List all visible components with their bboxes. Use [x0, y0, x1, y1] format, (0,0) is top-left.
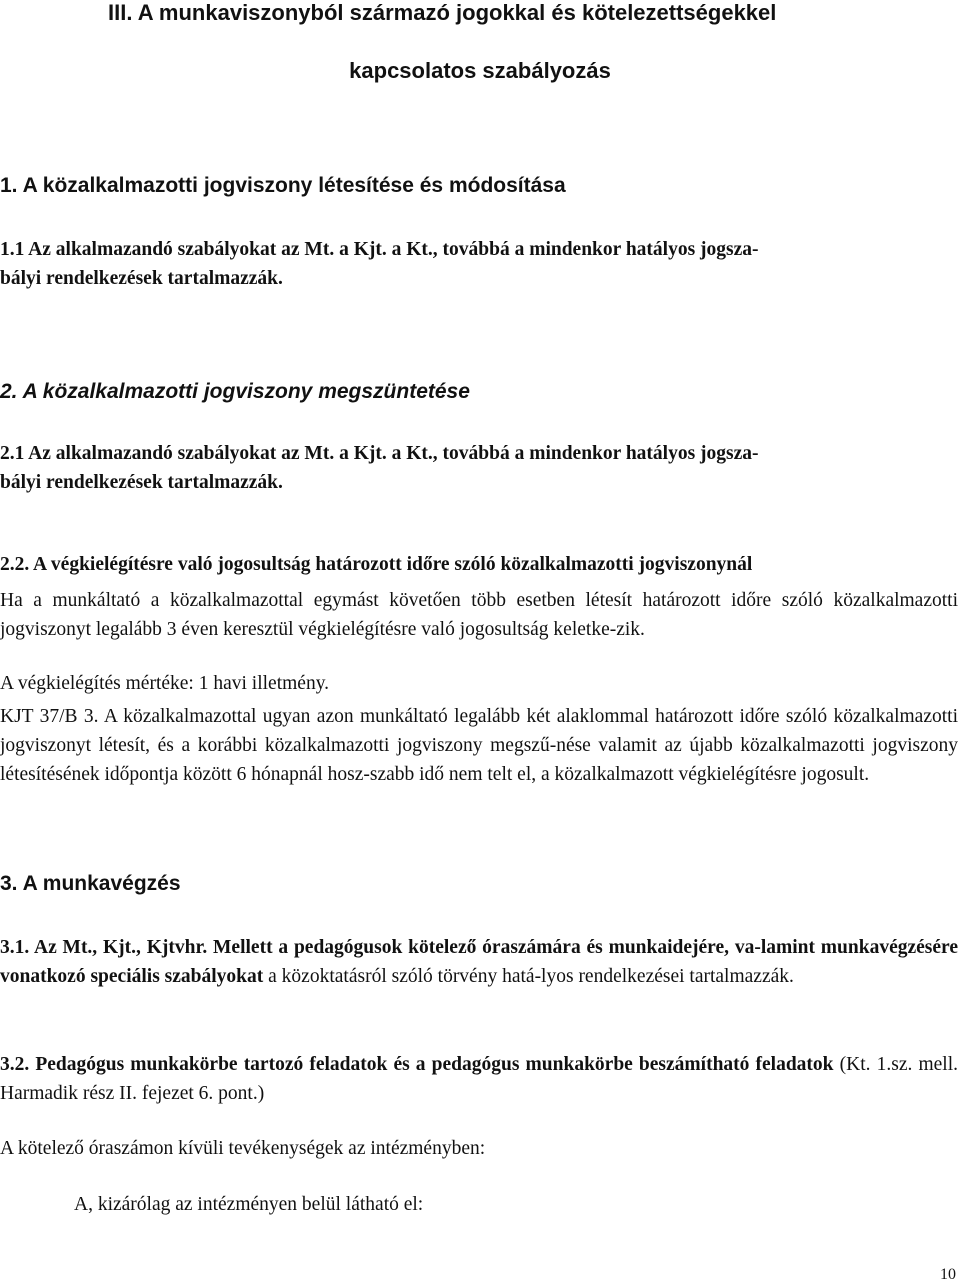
- section-3-1-rest: a közoktatásról szóló törvény hatá-lyos rendelkezései tartalmazzák.: [263, 966, 794, 987]
- section-3-2-bold: 3.2. Pedagógus munkakörbe tartozó feladatok és a pedagógus munkakörbe beszámítható feladatok: [0, 1054, 834, 1075]
- section-1-1-line1: 1.1 Az alkalmazandó szabályokat az Mt. a Kjt. a Kt., továbbá a mindenkor hatályos jogsza-: [0, 239, 759, 260]
- section-2-1-line1: 2.1 Az alkalmazandó szabályokat az Mt. a Kjt. a Kt., továbbá a mindenkor hatályos jogsza-: [0, 443, 759, 464]
- section-1-heading: 1. A közalkalmazotti jogviszony létesítése és módosítása: [0, 174, 566, 197]
- page-number: 10: [940, 1266, 956, 1283]
- section-3-3-line: A kötelező óraszámon kívüli tevékenységek az intézményben:: [0, 1138, 486, 1159]
- section-3-1-paragraph: [0, 933, 958, 991]
- section-2-2-paragraph: Ha a munkáltató a közalkalmazottal egymást követően több esetben létesít határozott időre szóló közalkalmazotti jogviszonyt legalább 3 éven keresztül végkielégítésre való jogosultság keletke-zik.: [0, 590, 958, 640]
- section-3-4-line: A, kizárólag az intézményen belül látható el:: [74, 1194, 424, 1215]
- section-3-1-bold: 3.1. Az Mt., Kjt., Kjtvhr. Mellett a pedagógusok kötelező óraszámára és munkaidejére, va-lamint munkavégzésére vonatkozó speciális szabályokat: [0, 937, 958, 987]
- section-3-2-rest: (Kt. 1.sz. mell. Harmadik rész II. fejezet 6. pont.): [0, 1054, 958, 1104]
- chapter-title-line2: kapcsolatos szabályozás: [349, 58, 611, 83]
- section-2-1-line2: bályi rendelkezések tartalmazzák.: [0, 472, 283, 493]
- section-3-2-paragraph: [0, 1050, 958, 1108]
- section-2-heading: 2. A közalkalmazotti jogviszony megszüntetése: [0, 380, 470, 403]
- section-1-1-line2: bályi rendelkezések tartalmazzák.: [0, 268, 283, 289]
- section-2-2-heading: 2.2. A végkielégítésre való jogosultság határozott időre szóló közalkalmazotti jogviszonynál: [0, 554, 753, 575]
- kjt-paragraph: KJT 37/B 3. A közalkalmazottal ugyan azon munkáltató legalább két alaklommal határozott időre szóló közalkalmazotti jogviszonyt létesít, és a korábbi közalkalmazotti jogviszony megszű-nése valamit az újabb közalkalmazotti jogviszony létesítésének időpontja között 6 hónapnál hosz-szabb idő nem telt el, a közalkalmazott végkielégítésre jogosult.: [0, 706, 958, 785]
- section-3-heading: 3. A munkavégzés: [0, 872, 181, 895]
- severance-amount-line: A végkielégítés mértéke: 1 havi illetmény.: [0, 673, 330, 694]
- chapter-title-line1: III. A munkaviszonyból származó jogokkal és kötelezettségekkel: [108, 0, 777, 25]
